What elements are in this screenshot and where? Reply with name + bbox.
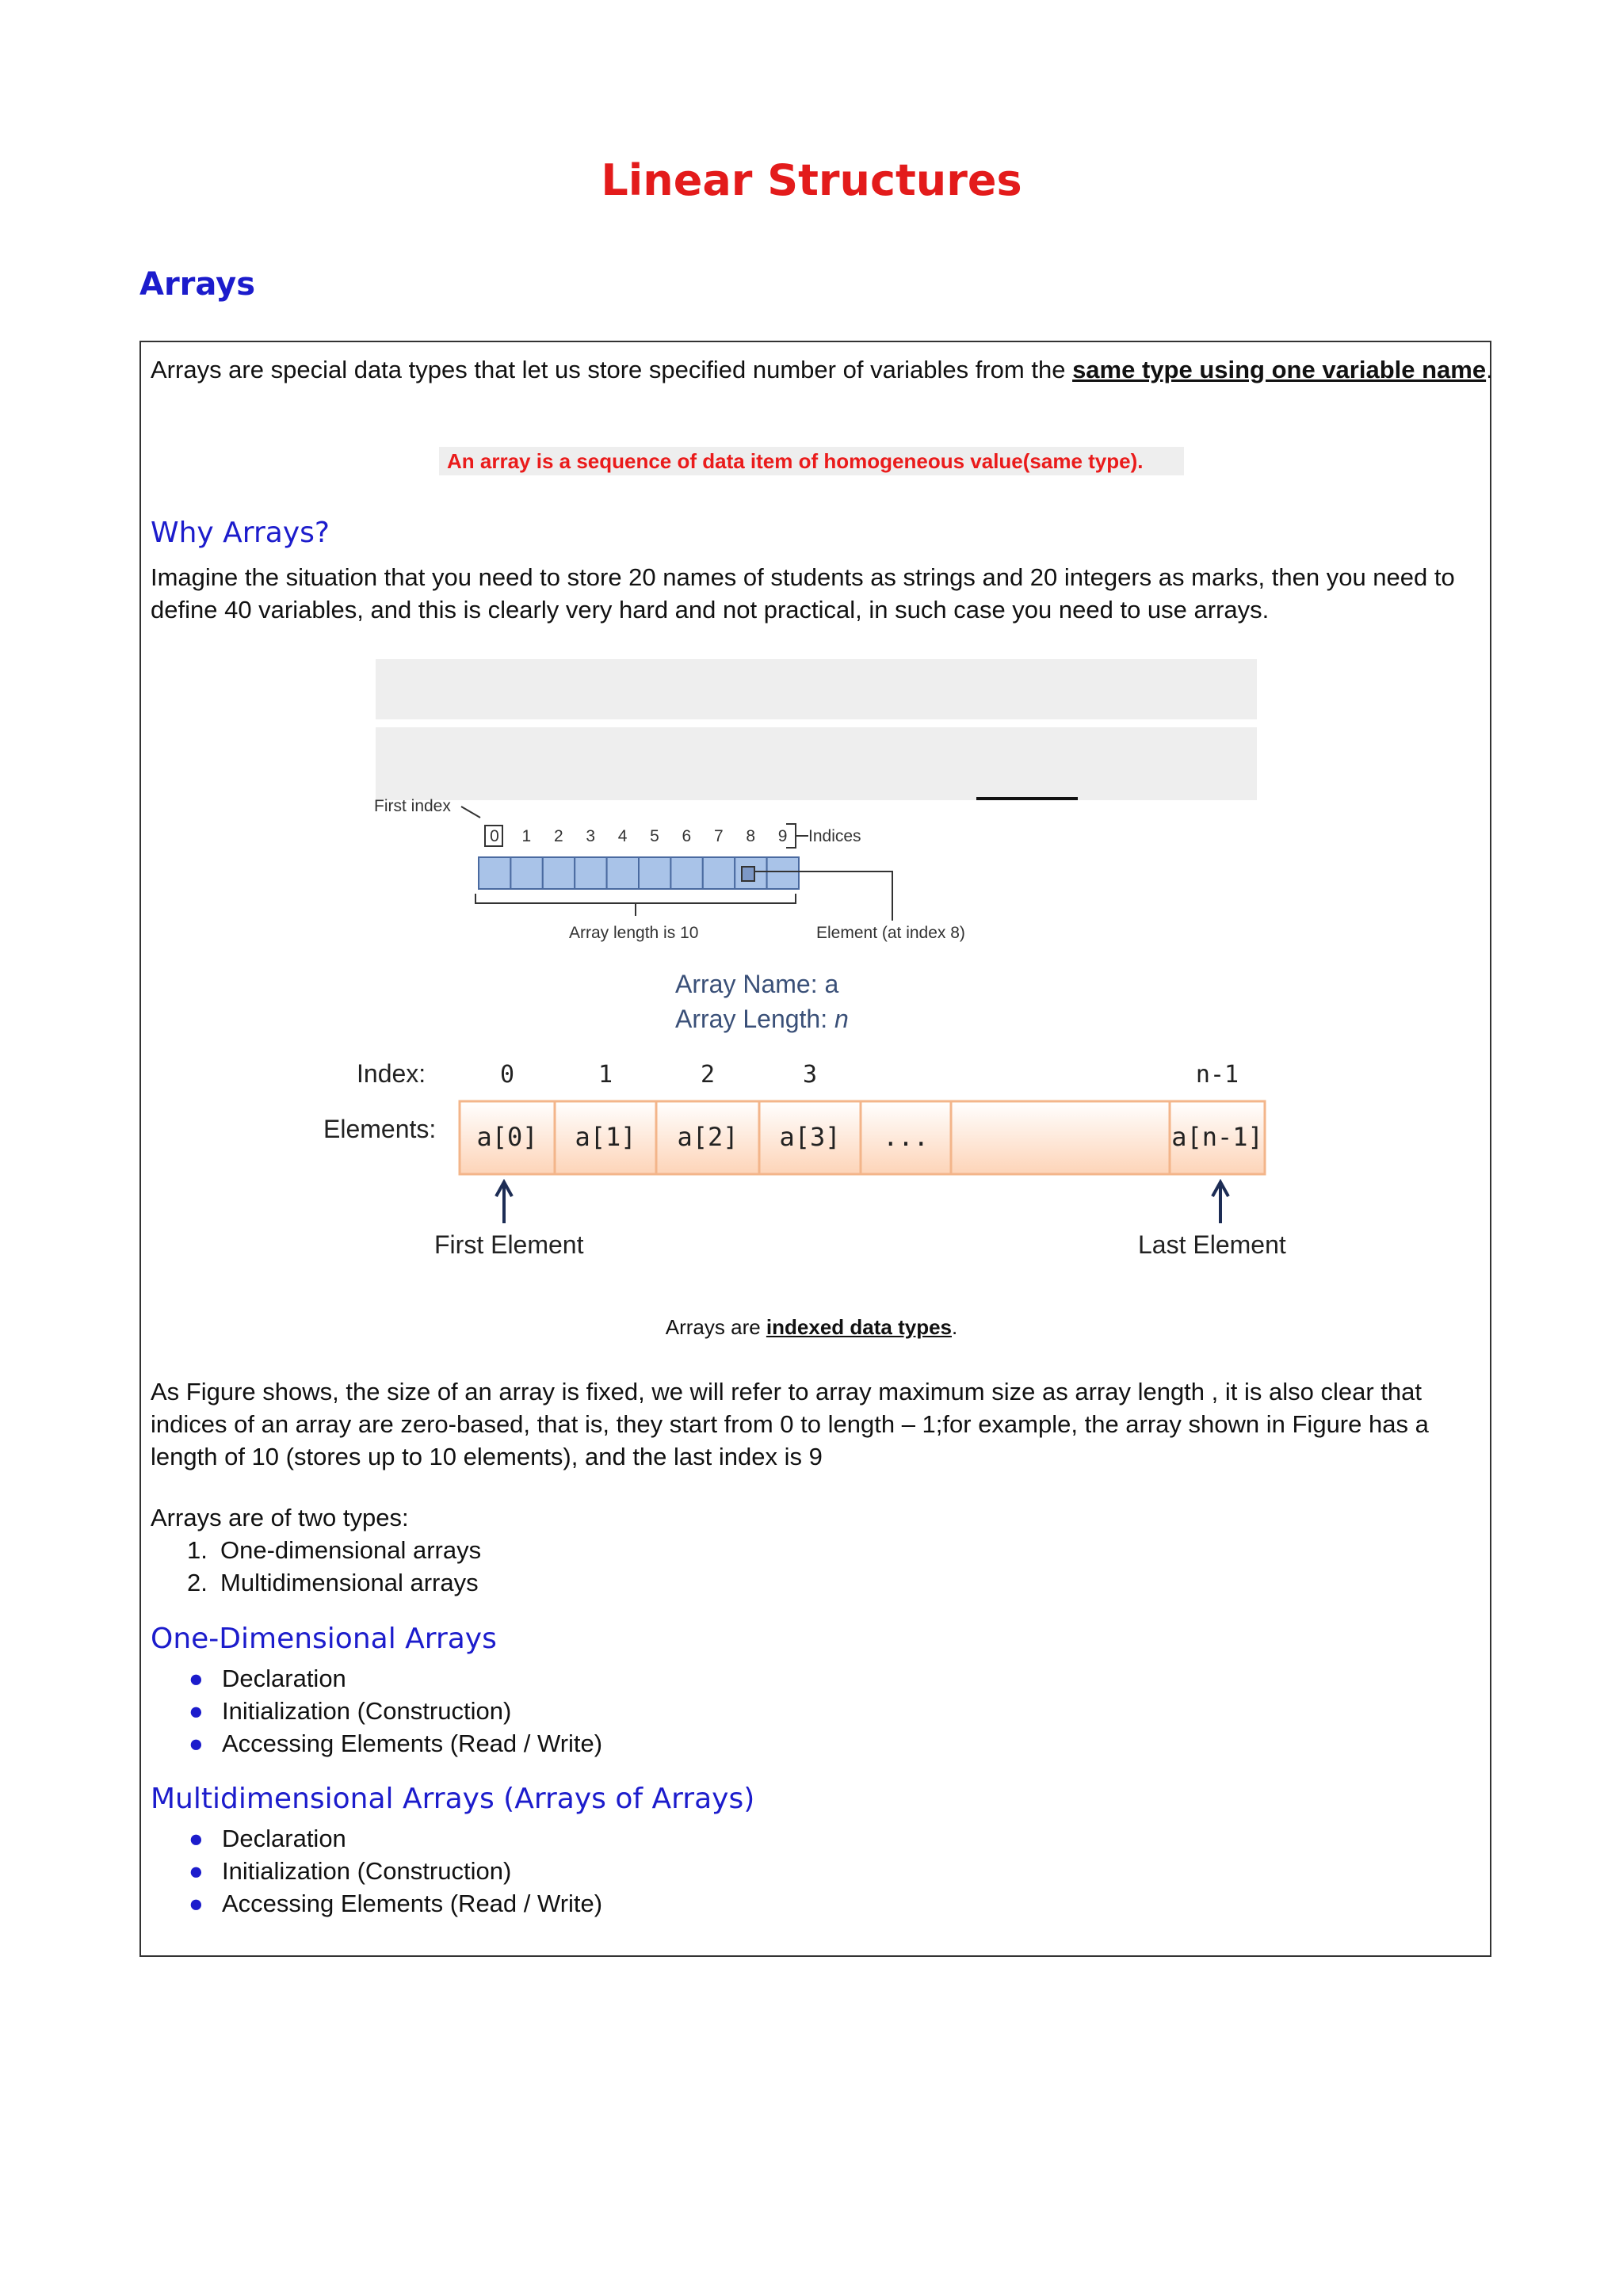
heading-why-arrays: Why Arrays? — [151, 517, 330, 549]
list-item-text: Initialization (Construction) — [222, 1857, 512, 1885]
indices-bracket — [786, 824, 808, 848]
index-number: 8 — [746, 827, 756, 845]
caption-suffix: . — [952, 1315, 958, 1339]
first-element-label: First Element — [434, 1230, 584, 1259]
paragraph-line-1: As Figure shows, the size of an array is fixed, we will refer to array maximum size as array length , it is also clear that — [151, 1378, 1422, 1405]
intro-paragraph — [151, 353, 1493, 386]
index-number: 1 — [521, 827, 532, 845]
caption-emphasis: indexed data types — [766, 1315, 952, 1339]
element-cell-label: a[1] — [575, 1122, 636, 1152]
index-number: 3 — [586, 827, 596, 845]
list-item — [189, 1727, 603, 1760]
bullet-icon: ● — [189, 1697, 204, 1725]
array-length-line — [675, 1001, 849, 1036]
bullet-icon: ● — [189, 1665, 204, 1692]
figure-blank-band-2 — [376, 727, 1257, 800]
element-cells — [460, 1101, 1265, 1174]
page-title: Linear Structures — [601, 155, 1022, 205]
array-cell — [639, 857, 670, 889]
types-intro: Arrays are of two types: — [151, 1504, 409, 1531]
array-length-var: n — [834, 1005, 849, 1033]
section-title-arrays: Arrays — [139, 266, 256, 303]
index-number: 7 — [713, 827, 724, 845]
figure-blank-band-1 — [376, 659, 1257, 719]
index-number: 4 — [617, 827, 628, 845]
element-cell-label: a[0] — [476, 1122, 538, 1152]
index-numbers — [490, 827, 787, 845]
array-cell — [510, 857, 542, 889]
index-number: 2 — [553, 827, 563, 845]
first-index-pointer — [461, 807, 480, 818]
array-figure-indexed — [372, 656, 1260, 957]
list-item — [189, 1662, 602, 1695]
list-item-text: Initialization (Construction) — [222, 1697, 512, 1725]
index-number: 0 — [490, 827, 499, 845]
element-cell-label: a[n-1] — [1171, 1122, 1263, 1152]
list-item — [189, 1695, 602, 1727]
last-element-arrow — [1212, 1182, 1228, 1223]
element-cell-label: a[2] — [677, 1122, 739, 1152]
list-item-text: Declaration — [222, 1665, 346, 1692]
index-number: 9 — [777, 827, 788, 845]
intro-emphasis: same type using one variable name — [1072, 356, 1487, 383]
last-element-label: Last Element — [1138, 1230, 1286, 1259]
element-index-label: n-1 — [1195, 1061, 1239, 1089]
list-item — [189, 1887, 603, 1920]
index-number: 5 — [650, 827, 659, 845]
element-label: Element (at index 8) — [816, 924, 965, 942]
list-item-text: Accessing Elements (Read / Write) — [222, 1730, 603, 1757]
element-index-label: 0 — [499, 1061, 515, 1089]
index-number: 6 — [682, 827, 692, 845]
first-index-label: First index — [374, 797, 451, 815]
array-length-label: Array length is 10 — [569, 924, 699, 942]
array-cell — [575, 857, 606, 889]
intro-text: Arrays are special data types that let us store specified number of variables from the — [151, 356, 1073, 383]
paragraph-line-2: indices of an array are zero-based, that is, they start from 0 to length – 1;for example, the array shown in Figure has a — [151, 1410, 1429, 1438]
array-cell — [767, 857, 799, 889]
element-index-label: 2 — [700, 1061, 716, 1089]
bullet-icon: ● — [189, 1890, 204, 1917]
list-item-text: Declaration — [222, 1825, 346, 1852]
definition-highlight: An array is a sequence of data item of homogeneous value(same type). — [439, 447, 1184, 475]
types-item-text: One-dimensional arrays — [220, 1536, 482, 1564]
bullet-icon: ● — [189, 1825, 204, 1852]
list-item: 1. One-dimensional arrays — [187, 1536, 482, 1564]
multi-dim-list — [189, 1822, 603, 1920]
list-item — [189, 1855, 602, 1887]
caption-prefix: Arrays are — [665, 1315, 766, 1339]
list-item-text: Accessing Elements (Read / Write) — [222, 1890, 603, 1917]
index-label: Index: — [357, 1059, 426, 1088]
intro-period: . — [1486, 356, 1493, 383]
why-line-1: Imagine the situation that you need to store 20 names of students as strings and 20 integers as marks, then you need to — [151, 563, 1455, 591]
element-cell-label: ... — [883, 1122, 929, 1152]
why-line-2: define 40 variables, and this is clearly very hard and not practical, in such case you need to use arrays. — [151, 596, 1270, 624]
element-indices — [500, 1061, 1239, 1089]
list-item: 2. Multidimensional arrays — [187, 1569, 479, 1596]
first-element-arrow — [496, 1182, 512, 1223]
array-figure-elements — [317, 1046, 1316, 1268]
array-cell — [703, 857, 735, 889]
array-name-line: Array Name: a — [675, 970, 839, 998]
heading-multidimensional: Multidimensional Arrays (Arrays of Arrays) — [151, 1783, 755, 1815]
element-index-label: 3 — [802, 1061, 818, 1089]
array-length-prefix: Array Length: — [675, 1005, 834, 1033]
array-cell — [607, 857, 639, 889]
element-index-label: 1 — [598, 1061, 613, 1089]
bullet-icon: ● — [189, 1730, 204, 1757]
array-cell — [479, 857, 510, 889]
figure-caption — [0, 1315, 1623, 1340]
list-item — [189, 1822, 602, 1855]
array-cell — [670, 857, 702, 889]
types-item-text: Multidimensional arrays — [220, 1569, 479, 1596]
paragraph-line-3: length of 10 (stores up to 10 elements), and the last index is 9 — [151, 1443, 823, 1470]
length-bracket — [475, 894, 796, 916]
element-marker — [742, 867, 754, 881]
indices-label: Indices — [808, 827, 861, 845]
array-cell — [543, 857, 575, 889]
bullet-icon: ● — [189, 1857, 204, 1885]
heading-one-dimensional: One-Dimensional Arrays — [151, 1623, 497, 1655]
one-dim-list — [189, 1662, 603, 1760]
types-list — [187, 1534, 482, 1599]
elements-label: Elements: — [323, 1115, 437, 1143]
element-cell-label: a[3] — [779, 1122, 841, 1152]
